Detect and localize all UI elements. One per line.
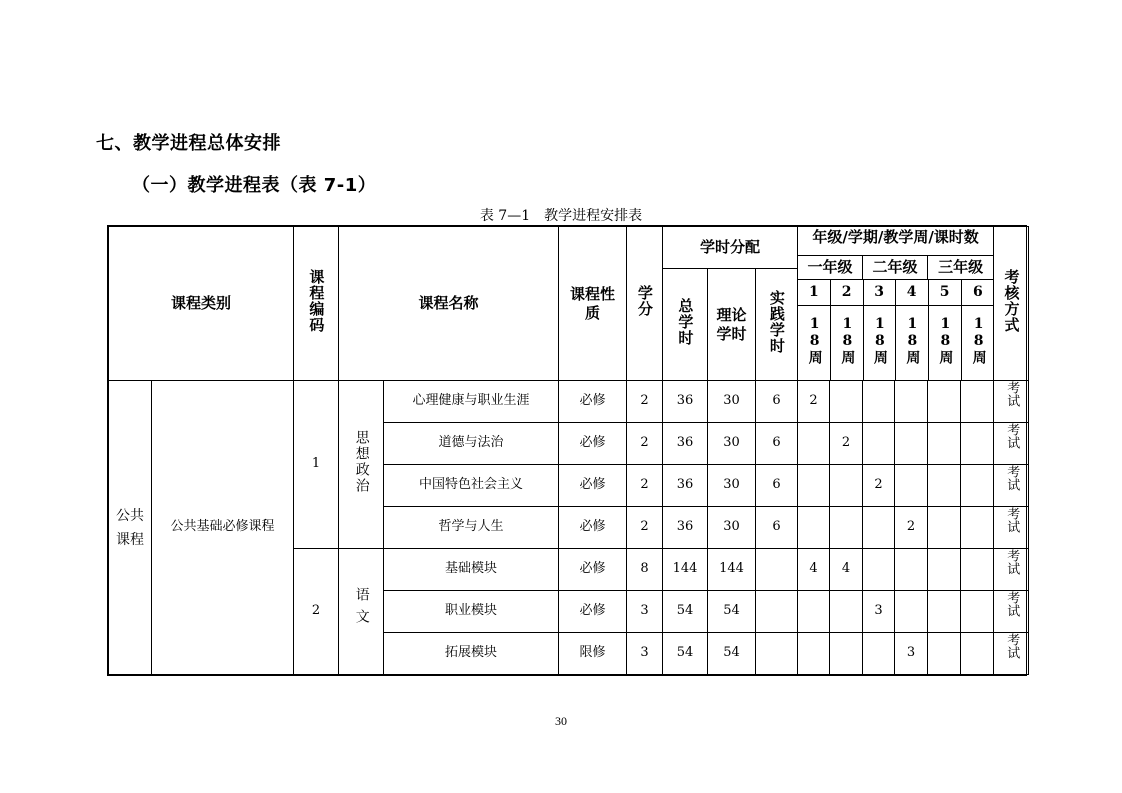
course-total: 36 bbox=[663, 423, 708, 465]
sem-2: 4 bbox=[830, 549, 863, 591]
header-nature bbox=[559, 227, 627, 381]
table-row bbox=[109, 381, 1029, 423]
course-name: 道德与法治 bbox=[384, 423, 559, 465]
table-caption: 表 7—1 教学进程安排表 bbox=[479, 208, 643, 224]
course-credits: 8 bbox=[627, 549, 663, 591]
header-nature-label: 课程性质 bbox=[570, 284, 616, 322]
course-theory: 54 bbox=[708, 633, 756, 675]
course-nature: 必修 bbox=[559, 507, 627, 549]
sem-6 bbox=[961, 381, 994, 423]
sem-6 bbox=[961, 465, 994, 507]
schedule-table bbox=[108, 226, 1029, 675]
sem-4: 2 bbox=[895, 507, 928, 549]
course-theory: 30 bbox=[708, 507, 756, 549]
page-number: 30 bbox=[555, 714, 567, 728]
sem-6 bbox=[961, 507, 994, 549]
group-subject-2: 语文 bbox=[353, 586, 370, 631]
sem-6 bbox=[961, 633, 994, 675]
course-total: 54 bbox=[663, 633, 708, 675]
sem-1 bbox=[798, 591, 830, 633]
header-total-hours-label: 总学时 bbox=[676, 298, 695, 347]
semester-6: 6 bbox=[961, 280, 994, 305]
header-exam-label: 考核方式 bbox=[1002, 269, 1021, 334]
exam-method: 考试 bbox=[1004, 549, 1020, 575]
sem-4 bbox=[895, 549, 928, 591]
course-name: 中国特色社会主义 bbox=[384, 465, 559, 507]
sem-4 bbox=[895, 591, 928, 633]
course-practice: 6 bbox=[756, 423, 798, 465]
course-name: 拓展模块 bbox=[384, 633, 559, 675]
course-total: 36 bbox=[663, 381, 708, 423]
weeks-4 bbox=[895, 305, 928, 380]
header-code-label: 课程编码 bbox=[307, 269, 326, 334]
weeks-4-label: 18周 bbox=[904, 315, 921, 365]
course-theory: 30 bbox=[708, 381, 756, 423]
sem-3: 3 bbox=[863, 591, 895, 633]
header-practice-hours-label: 实践学时 bbox=[767, 290, 786, 355]
sem-4: 3 bbox=[895, 633, 928, 675]
sem-5 bbox=[928, 549, 961, 591]
course-name: 职业模块 bbox=[384, 591, 559, 633]
sem-6 bbox=[961, 549, 994, 591]
semester-week-block bbox=[798, 280, 994, 381]
course-nature: 必修 bbox=[559, 591, 627, 633]
sem-2: 2 bbox=[830, 423, 863, 465]
sem-1 bbox=[798, 633, 830, 675]
course-credits: 2 bbox=[627, 507, 663, 549]
sem-2 bbox=[830, 591, 863, 633]
course-theory: 30 bbox=[708, 465, 756, 507]
header-code bbox=[294, 227, 339, 381]
sem-2 bbox=[830, 633, 863, 675]
course-practice bbox=[756, 591, 798, 633]
header-category: 课程类别 bbox=[109, 227, 294, 381]
header-grade-3: 三年级 bbox=[928, 256, 994, 280]
sem-2 bbox=[830, 465, 863, 507]
header-total-hours bbox=[663, 269, 708, 381]
category-sub: 公共基础必修课程 bbox=[152, 381, 294, 675]
group-code-1: 1 bbox=[294, 381, 339, 549]
semester-4: 4 bbox=[895, 280, 928, 305]
header-grade-1: 一年级 bbox=[798, 256, 863, 280]
header-grade-2: 二年级 bbox=[863, 256, 928, 280]
course-practice: 6 bbox=[756, 507, 798, 549]
course-nature: 必修 bbox=[559, 465, 627, 507]
exam-method: 考试 bbox=[1004, 381, 1020, 407]
sem-2 bbox=[830, 381, 863, 423]
sem-5 bbox=[928, 465, 961, 507]
exam-cell bbox=[994, 381, 1029, 423]
course-nature: 必修 bbox=[559, 549, 627, 591]
course-total: 36 bbox=[663, 465, 708, 507]
header-exam bbox=[994, 227, 1029, 381]
course-practice bbox=[756, 633, 798, 675]
course-theory: 144 bbox=[708, 549, 756, 591]
sem-4 bbox=[895, 423, 928, 465]
sem-3 bbox=[863, 507, 895, 549]
exam-method: 考试 bbox=[1004, 507, 1020, 533]
sem-4 bbox=[895, 381, 928, 423]
exam-cell bbox=[994, 423, 1029, 465]
course-practice bbox=[756, 549, 798, 591]
weeks-2 bbox=[830, 305, 863, 380]
exam-method: 考试 bbox=[1004, 633, 1020, 659]
group-subject-1: 思想政治 bbox=[353, 429, 370, 494]
course-credits: 2 bbox=[627, 465, 663, 507]
group-subject-2-cell bbox=[339, 549, 384, 675]
course-total: 54 bbox=[663, 591, 708, 633]
course-credits: 2 bbox=[627, 381, 663, 423]
weeks-5-label: 18周 bbox=[937, 315, 954, 365]
header-hours-dist: 学时分配 bbox=[663, 227, 798, 269]
weeks-3 bbox=[863, 305, 895, 380]
course-theory: 30 bbox=[708, 423, 756, 465]
weeks-6-label: 18周 bbox=[970, 315, 987, 365]
course-practice: 6 bbox=[756, 465, 798, 507]
course-theory: 54 bbox=[708, 591, 756, 633]
course-credits: 3 bbox=[627, 591, 663, 633]
sem-5 bbox=[928, 381, 961, 423]
sem-3: 2 bbox=[863, 465, 895, 507]
weeks-5 bbox=[928, 305, 961, 380]
course-nature: 必修 bbox=[559, 381, 627, 423]
exam-cell bbox=[994, 507, 1029, 549]
header-practice-hours bbox=[756, 269, 798, 381]
sem-6 bbox=[961, 423, 994, 465]
sem-1 bbox=[798, 465, 830, 507]
semester-1: 1 bbox=[798, 280, 830, 305]
header-credits-label: 学分 bbox=[635, 285, 654, 318]
course-total: 144 bbox=[663, 549, 708, 591]
weeks-1-label: 18周 bbox=[806, 315, 823, 365]
exam-cell bbox=[994, 591, 1029, 633]
course-nature: 限修 bbox=[559, 633, 627, 675]
course-credits: 3 bbox=[627, 633, 663, 675]
exam-method: 考试 bbox=[1004, 591, 1020, 617]
exam-cell bbox=[994, 465, 1029, 507]
header-theory-hours bbox=[708, 269, 756, 381]
header-grade-semester-label: 年级/学期/教学周/课时数 bbox=[812, 228, 979, 246]
sem-1: 2 bbox=[798, 381, 830, 423]
group-subject-1-cell bbox=[339, 381, 384, 549]
sem-3 bbox=[863, 633, 895, 675]
sem-3 bbox=[863, 381, 895, 423]
category-main: 公共课程 bbox=[116, 507, 144, 548]
group-code-2: 2 bbox=[294, 549, 339, 675]
sem-5 bbox=[928, 633, 961, 675]
sem-6 bbox=[961, 591, 994, 633]
course-name: 哲学与人生 bbox=[384, 507, 559, 549]
sem-3 bbox=[863, 549, 895, 591]
semester-2: 2 bbox=[830, 280, 863, 305]
sem-4 bbox=[895, 465, 928, 507]
semester-week-grid bbox=[798, 280, 994, 380]
course-name: 基础模块 bbox=[384, 549, 559, 591]
weeks-1 bbox=[798, 305, 830, 380]
sem-2 bbox=[830, 507, 863, 549]
sem-5 bbox=[928, 507, 961, 549]
header-credits bbox=[627, 227, 663, 381]
course-practice: 6 bbox=[756, 381, 798, 423]
semester-3: 3 bbox=[863, 280, 895, 305]
category-main-cell bbox=[109, 381, 152, 675]
course-total: 36 bbox=[663, 507, 708, 549]
course-name: 心理健康与职业生涯 bbox=[384, 381, 559, 423]
header-grade-semester bbox=[798, 227, 994, 256]
exam-cell bbox=[994, 549, 1029, 591]
sem-1 bbox=[798, 423, 830, 465]
weeks-3-label: 18周 bbox=[871, 315, 888, 365]
exam-method: 考试 bbox=[1004, 423, 1020, 449]
semester-5: 5 bbox=[928, 280, 961, 305]
sem-1: 4 bbox=[798, 549, 830, 591]
course-nature: 必修 bbox=[559, 423, 627, 465]
sem-3 bbox=[863, 423, 895, 465]
sem-5 bbox=[928, 423, 961, 465]
sem-1 bbox=[798, 507, 830, 549]
header-name: 课程名称 bbox=[339, 227, 559, 381]
course-credits: 2 bbox=[627, 423, 663, 465]
sem-5 bbox=[928, 591, 961, 633]
weeks-6 bbox=[961, 305, 994, 380]
subsection-title: （一）教学进程表（表 7-1） bbox=[132, 175, 377, 196]
exam-method: 考试 bbox=[1004, 465, 1020, 491]
header-theory-hours-label: 理论学时 bbox=[716, 305, 747, 343]
weeks-2-label: 18周 bbox=[839, 315, 856, 365]
exam-cell bbox=[994, 633, 1029, 675]
section-title: 七、教学进程总体安排 bbox=[96, 133, 281, 154]
